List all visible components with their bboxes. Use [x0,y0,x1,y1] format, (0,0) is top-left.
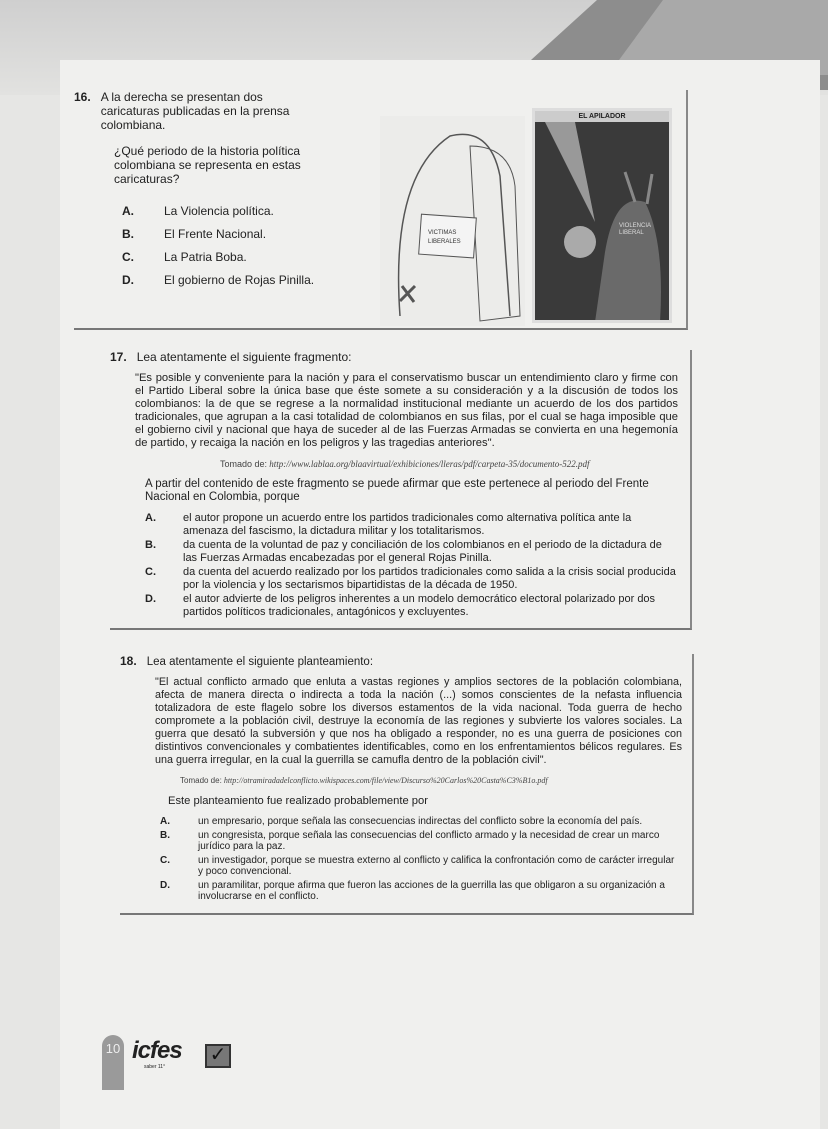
source-label: Tomado de: [220,459,268,469]
option-b[interactable] [122,227,364,241]
question-17-quote: "Es posible y conveniente para la nación y para el conservatismo buscar un entendimiento claro y firme con el Partido Liberal sobre la única base que éste somete a su consideración y a la discusión de todos los colombianos: la de que se regrese a la normalidad institucional mediante un acuerdo de los dos partidos tradicionales, que agrupan a la casi totalidad de colombianos en sus filas, por el cual se haga imposible que el gobierno civil y nacional que haya de suceder al de las Fuerzas Armadas se convierta en una hegemonía de partido, y recaiga la nación en los peligros y las tragedias anteriores". [135,372,678,449]
option-b[interactable] [160,830,682,853]
option-d[interactable] [122,273,364,287]
option-c[interactable] [122,250,364,264]
option-c[interactable] [145,566,678,591]
option-text: da cuenta del acuerdo realizado por los partidos tradicionales como salida a la crisis social producida por la violencia y los sectarismos bipartidistas de la década de 1950. [183,566,676,591]
question-17-number: 17. [110,350,127,364]
option-text: un paramilitar, porque afirma que fueron las acciones de la guerrilla las que obligaron a su organización a involucrarse en el conflicto. [198,879,665,902]
option-text: un empresario, porque señala las consecuencias indirectas del conflicto sobre la economía del país. [198,816,643,827]
option-text: el autor advierte de los peligros inherentes a un modelo democrático electoral polarizado por dos partidos políticos tradicionales, antagónicos y excluyentes. [183,593,656,618]
question-16-number: 16. [74,90,91,104]
question-16-options [122,204,364,287]
option-text: La Violencia política. [164,204,274,218]
logo-subtitle: saber 11° [144,1064,166,1070]
option-letter: D. [145,593,156,605]
option-a[interactable] [160,816,682,828]
option-text: da cuenta de la voluntad de paz y conciliación de los colombianos en el periodo de la dictadura de las Fuerzas Armadas encabezadas por el general Rojas Pinilla. [183,539,662,564]
option-a[interactable] [145,512,678,537]
question-17 [110,350,692,630]
svg-text:LIBERALES: LIBERALES [428,239,461,245]
option-letter: D. [122,273,134,287]
question-16 [74,90,688,330]
option-letter: C. [122,250,134,264]
option-letter: D. [160,879,170,891]
option-b[interactable] [145,539,678,564]
option-letter: A. [145,512,156,524]
question-18-prompt: Este planteamiento fue realizado probablemente por [168,795,428,807]
source-label: Tomado de: [180,776,222,785]
option-d[interactable] [145,593,678,618]
question-18 [120,654,694,915]
option-text: La Patria Boba. [164,250,247,264]
option-a[interactable] [122,204,364,218]
caricature-label: VIOLENCIA LIBERAL [619,223,651,236]
question-16-intro: A la derecha se presentan dos caricaturas publicadas en la prensa colombiana. [100,90,290,132]
option-letter: C. [145,566,156,578]
option-c[interactable] [160,855,682,878]
source-url: http://otramiradadelconflicto.wikispaces.com/file/view/Discurso%20Carlos%20Casta%C3%B1o.pdf [223,776,548,785]
caricature-left-image [380,116,530,326]
option-text: el autor propone un acuerdo entre los partidos tradicionales como alternativa política ante la amenaza del fascismo, la dictadura militar y los totalitarismos. [183,512,632,537]
question-18-number: 18. [120,654,137,668]
option-text: El Frente Nacional. [164,227,267,241]
question-18-source [180,775,692,787]
question-17-source [220,458,690,470]
option-letter: B. [160,829,170,841]
option-text: un investigador, porque se muestra externo al conflicto y califica la confrontación como de carácter irregular y poco convencional. [198,854,675,877]
option-letter: B. [122,227,134,241]
question-17-intro: Lea atentamente el siguiente fragmento: [136,350,352,364]
question-17-prompt: A partir del contenido de este fragmento se puede afirmar que este pertenece al periodo del Frente Nacional en Colombia, porque [145,478,649,503]
option-letter: A. [160,816,170,827]
caricature-right-image [532,108,672,323]
option-letter: B. [145,539,156,551]
question-18-quote: "El actual conflicto armado que enluta a vastas regiones y amplios sectores de la población colombiana, afecta de manera directa o indirecta a toda la nación (...) somos conscientes de la nefasta influencia totalizadora de este flagelo sobre los diversos estamentos de la vida nacional. Toda guerra de hecho compromete a la población civil, destruye la economía de las regiones y subvierte los valores sociales. La guerra que desató la subversión y que nos ha obligado a responder, no es una guerra de posiciones con distintivos convencionales y combatientes identificables, como en los enfrentamientos bélicos regulares. Es una guerra irregular, en la cual la guerrilla se camufla dentro de la población civil". [155,676,682,766]
option-d[interactable] [160,880,682,903]
question-18-options [160,816,682,903]
question-18-intro: Lea atentamente el siguiente planteamiento: [146,656,374,668]
question-17-options [145,512,678,618]
check-icon: ✓ [205,1044,231,1068]
option-letter: C. [160,854,170,866]
logo-text: icfes [132,1037,182,1064]
svg-text:VICTIMAS: VICTIMAS [428,230,457,236]
exam-page [60,60,820,1129]
option-text: El gobierno de Rojas Pinilla. [164,273,315,287]
icfes-logo [132,1038,182,1070]
option-letter: A. [122,204,134,218]
option-text: un congresista, porque señala las consecuencias del conflicto armado y la necesidad de crear un marco jurídico para la paz. [198,829,660,852]
question-16-prompt: ¿Qué periodo de la historia política colombiana se representa en estas caricaturas? [114,144,301,186]
source-url: http://www.lablaa.org/blaavirtual/exhibiciones/lleras/pdf/carpeta-35/documento-522.pdf [269,459,590,469]
page-number: 10 [102,1035,124,1090]
caricature-title: EL APILADOR [535,111,669,122]
